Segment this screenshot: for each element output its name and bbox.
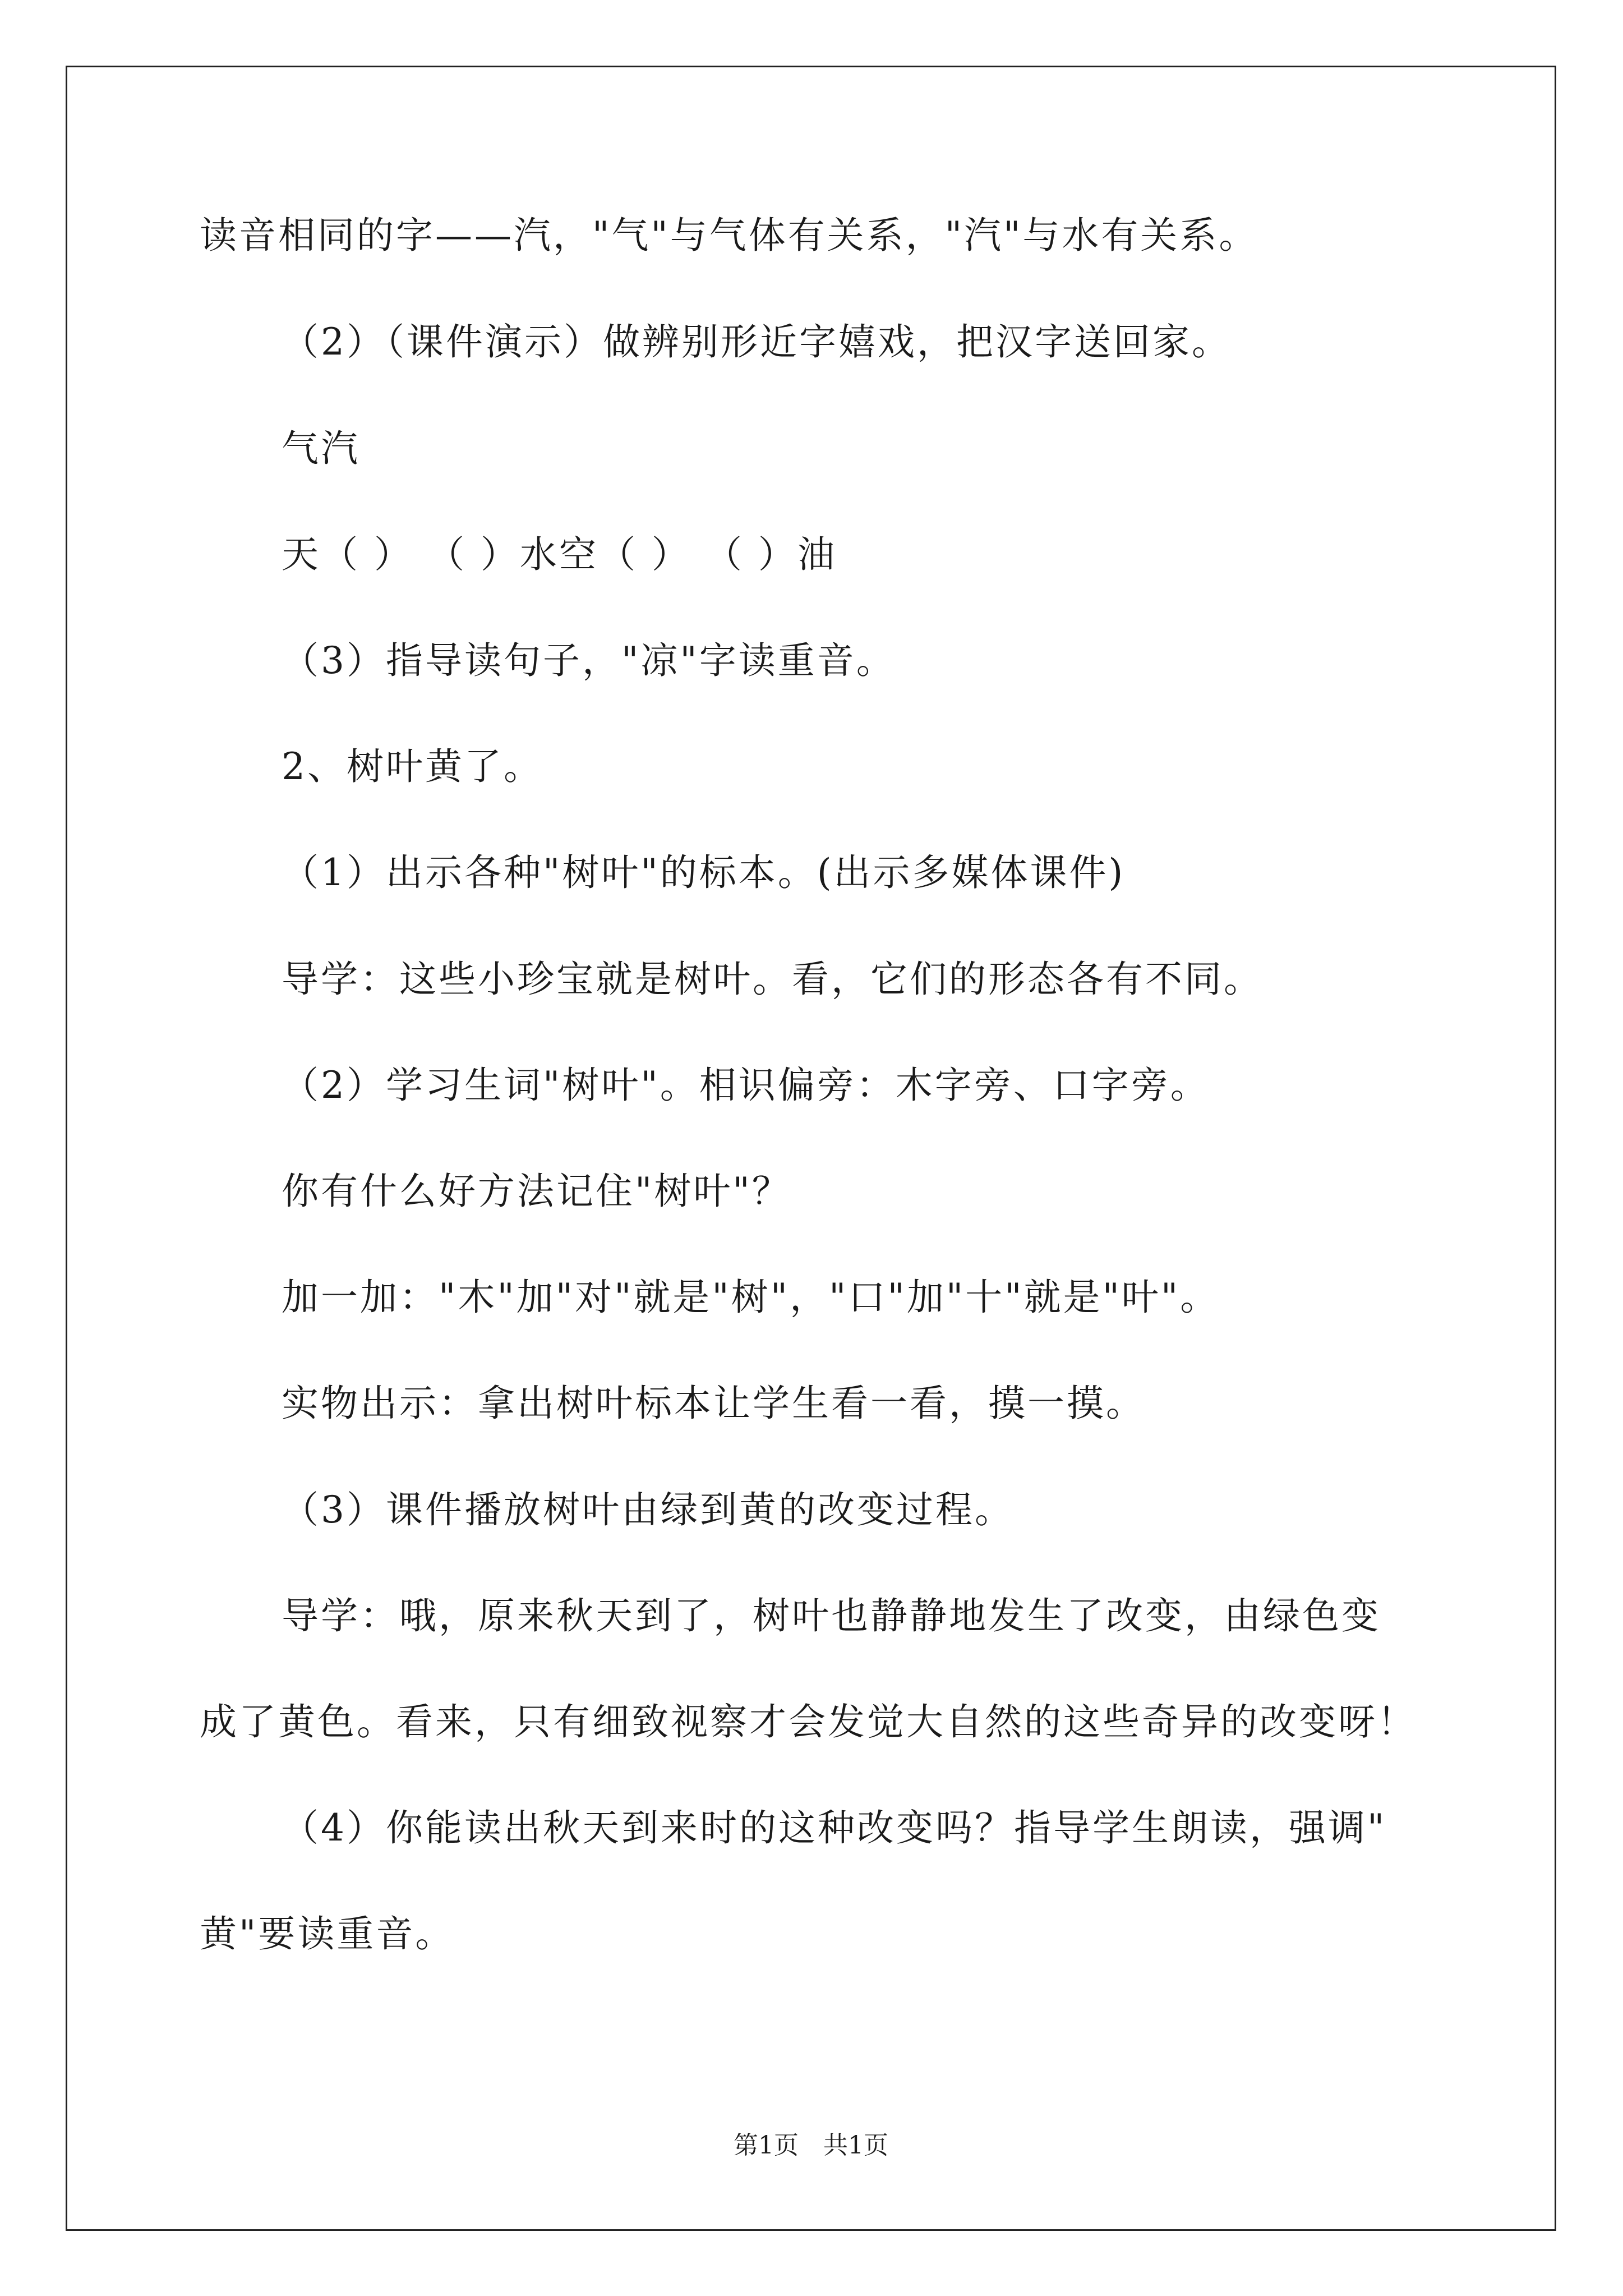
paragraph-line: 黄"要读重音。 [200, 1912, 455, 1955]
paragraph-line: 2、树叶黄了。 [282, 745, 543, 788]
paragraph-line: （2）学习生词"树叶"。相识偏旁：木字旁、口字旁。 [282, 1064, 1210, 1107]
paragraph-line: 读音相同的字——汽，"气"与气体有关系，"汽"与水有关系。 [200, 214, 1258, 257]
paragraph-line: 天（ ） （ ）水空（ ） （ ）油 [282, 533, 837, 576]
paragraph-line: （4）你能读出秋天到来时的这种改变吗？指导学生朗读，强调" [282, 1806, 1387, 1849]
paragraph-line: （3）指导读句子，"凉"字读重音。 [282, 639, 896, 682]
paragraph-line: 气汽 [282, 427, 360, 470]
paragraph-line: 你有什么好方法记住"树叶"？ [282, 1170, 791, 1213]
paragraph-line: 实物出示：拿出树叶标本让学生看一看，摸一摸。 [282, 1382, 1145, 1425]
paragraph-line: 成了黄色。看来，只有细致视察才会发觉大自然的这些奇异的改变呀！ [200, 1700, 1417, 1743]
paragraph-line: 导学：哦，原来秋天到了，树叶也静静地发生了改变，由绿色变 [282, 1594, 1381, 1637]
paragraph-line: 导学：这些小珍宝就是树叶。看，它们的形态各有不同。 [282, 958, 1263, 1001]
paragraph-line: 加一加："木"加"对"就是"树"，"口"加"十"就是"叶"。 [282, 1276, 1220, 1319]
paragraph-line: （3）课件播放树叶由绿到黄的改变过程。 [282, 1488, 1014, 1531]
document-body [67, 67, 1555, 2229]
page-frame [66, 66, 1556, 2231]
page-footer: 第1页 共1页 [734, 2131, 888, 2160]
paragraph-line: （1）出示各种"树叶"的标本。(出示多媒体课件) [282, 851, 1126, 894]
paragraph-line: （2）（课件演示）做辨别形近字嬉戏，把汉字送回家。 [282, 320, 1231, 364]
